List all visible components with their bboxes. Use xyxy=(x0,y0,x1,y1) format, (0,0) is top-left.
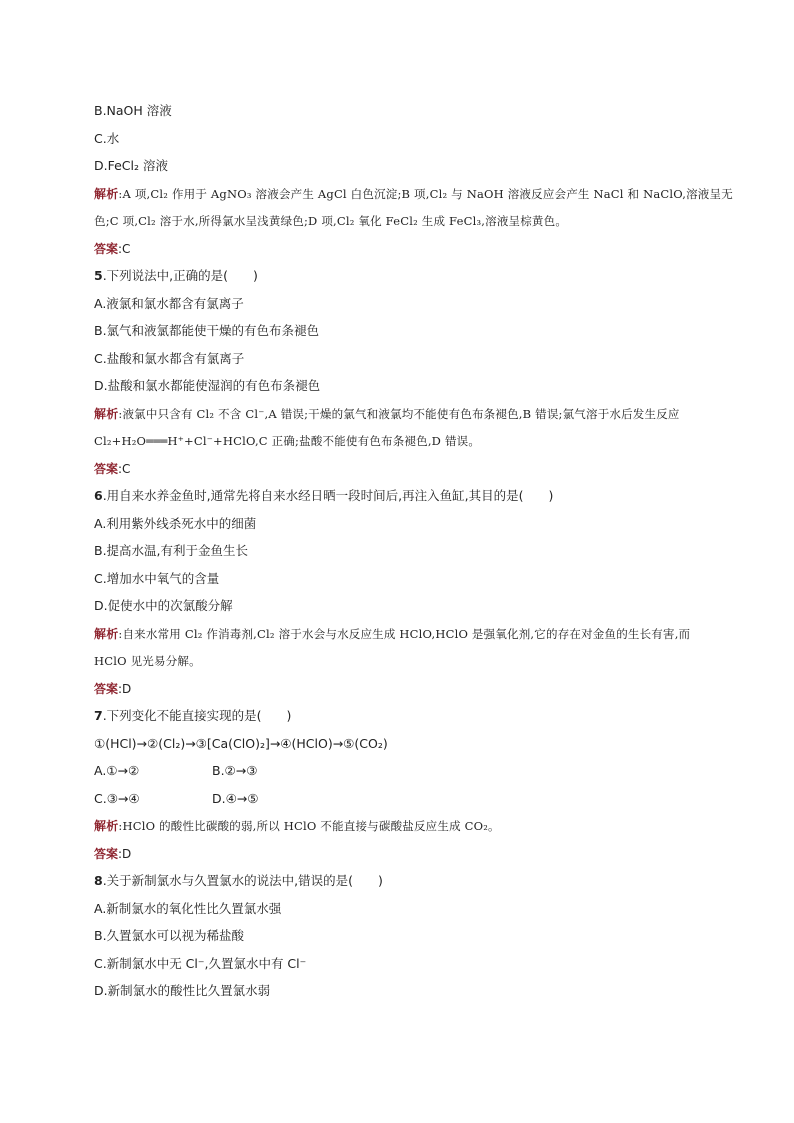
analysis-label: 解析 xyxy=(94,819,119,833)
answer-value: :D xyxy=(118,682,132,696)
analysis-text: :自来水常用 Cl₂ 作消毒剂,Cl₂ 溶于水会与水反应生成 HClO,HClO 是强氧化剂,它的存在对金鱼的生长有害,而 xyxy=(118,627,691,641)
q8-stem xyxy=(94,873,383,889)
question-text: .下列说法中,正确的是( ) xyxy=(102,268,258,283)
q6-option-c: C.增加水中氧气的含量 xyxy=(94,571,220,586)
q7-option-d: D.④→⑤ xyxy=(212,791,259,806)
q8-option-c: C.新制氯水中无 Cl⁻,久置氯水中有 Cl⁻ xyxy=(94,956,307,971)
question-number: 5 xyxy=(94,268,103,283)
answer-label: 答案 xyxy=(94,682,119,696)
answer-value: :C xyxy=(118,242,131,256)
analysis-text: :HClO 的酸性比碳酸的弱,所以 HClO 不能直接与碳酸盐反应生成 CO₂。 xyxy=(118,819,500,833)
question-number: 7 xyxy=(94,708,103,723)
q6-analysis-cont: HClO 见光易分解。 xyxy=(94,654,201,668)
analysis-label: 解析 xyxy=(94,187,119,201)
q6-option-b: B.提高水温,有利于金鱼生长 xyxy=(94,543,249,558)
question-text: .下列变化不能直接实现的是( ) xyxy=(102,708,292,723)
analysis-text: :A 项,Cl₂ 作用于 AgNO₃ 溶液会产生 AgCl 白色沉淀;B 项,Cl₂ 与 NaOH 溶液反应会产生 NaCl 和 NaClO,溶液呈无 xyxy=(118,187,733,201)
q7-options-row2 xyxy=(94,791,258,807)
answer-value: :D xyxy=(118,847,132,861)
q5-analysis xyxy=(94,406,680,422)
answer-label: 答案 xyxy=(94,847,119,861)
q5-option-d: D.盐酸和氯水都能使湿润的有色布条褪色 xyxy=(94,378,321,393)
q5-option-c: C.盐酸和氯水都含有氯离子 xyxy=(94,351,245,366)
q7-stem xyxy=(94,708,291,724)
q6-stem xyxy=(94,488,553,504)
q7-option-b: B.②→③ xyxy=(212,763,258,778)
q6-option-d: D.促使水中的次氯酸分解 xyxy=(94,598,233,613)
q5-option-a: A.液氯和氯水都含有氯离子 xyxy=(94,296,244,311)
answer-label: 答案 xyxy=(94,462,119,476)
answer-label: 答案 xyxy=(94,242,119,256)
q6-answer xyxy=(94,681,131,697)
q4-option-d: D.FeCl₂ 溶液 xyxy=(94,158,168,173)
q8-option-b: B.久置氯水可以视为稀盐酸 xyxy=(94,928,245,943)
q4-option-c: C.水 xyxy=(94,131,120,146)
question-number: 6 xyxy=(94,488,103,503)
q8-option-d: D.新制氯水的酸性比久置氯水弱 xyxy=(94,983,271,998)
analysis-label: 解析 xyxy=(94,627,119,641)
q5-option-b: B.氯气和液氯都能使干燥的有色布条褪色 xyxy=(94,323,320,338)
q7-analysis xyxy=(94,818,500,834)
q8-option-a: A.新制氯水的氧化性比久置氯水强 xyxy=(94,901,282,916)
q4-answer xyxy=(94,241,130,257)
q7-chain: ①(HCl)→②(Cl₂)→③[Ca(ClO)₂]→④(HClO)→⑤(CO₂) xyxy=(94,736,388,751)
q7-option-a: A.①→② xyxy=(94,763,140,778)
q5-answer xyxy=(94,461,130,477)
q5-analysis-cont: Cl₂+H₂O═══H⁺+Cl⁻+HClO,C 正确;盐酸不能使有色布条褪色,D 错误。 xyxy=(94,434,481,448)
q6-option-a: A.利用紫外线杀死水中的细菌 xyxy=(94,516,257,531)
q5-stem xyxy=(94,268,258,284)
analysis-label: 解析 xyxy=(94,407,119,421)
analysis-text: :液氯中只含有 Cl₂ 不含 Cl⁻,A 错误;干燥的氯气和液氯均不能使有色布条褪色,B 错误;氯气溶于水后发生反应 xyxy=(118,407,680,421)
q7-answer xyxy=(94,846,131,862)
q4-analysis xyxy=(94,186,733,202)
q4-option-b: B.NaOH 溶液 xyxy=(94,103,172,118)
q7-options-row1 xyxy=(94,763,257,779)
q7-option-c: C.③→④ xyxy=(94,791,140,806)
question-text: .关于新制氯水与久置氯水的说法中,错误的是( ) xyxy=(102,873,383,888)
q6-analysis xyxy=(94,626,690,642)
question-text: .用自来水养金鱼时,通常先将自来水经日晒一段时间后,再注入鱼缸,其目的是( ) xyxy=(102,488,554,503)
question-number: 8 xyxy=(94,873,103,888)
q4-analysis-cont: 色;C 项,Cl₂ 溶于水,所得氯水呈浅黄绿色;D 项,Cl₂ 氧化 FeCl₂ 生成 FeCl₃,溶液呈棕黄色。 xyxy=(94,214,568,228)
answer-value: :C xyxy=(118,462,131,476)
